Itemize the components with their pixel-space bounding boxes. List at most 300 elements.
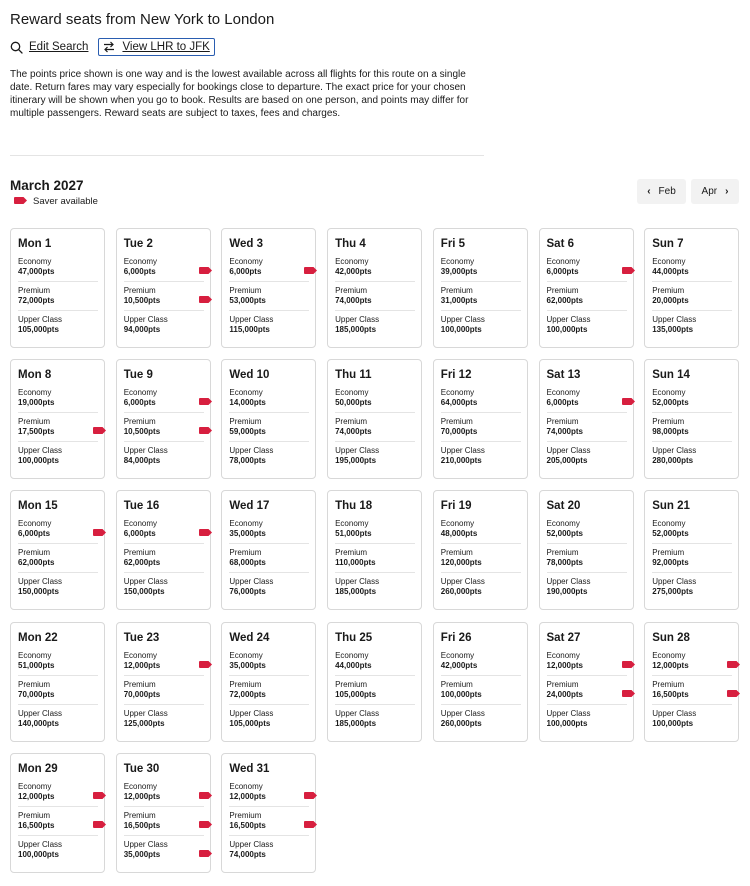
saver-tag-icon <box>199 290 212 308</box>
day-label: Thu 25 <box>335 631 373 644</box>
cabin-class-label: Economy <box>546 519 580 529</box>
fare-row <box>652 548 732 573</box>
fare-row <box>18 577 98 602</box>
saver-tag-icon <box>199 844 212 862</box>
day-label: Sat 20 <box>546 500 581 513</box>
saver-tag-icon <box>199 786 212 804</box>
cabin-class-label: Economy <box>229 781 263 791</box>
cabin-class-label: Upper Class <box>440 315 485 324</box>
cabin-class-label: Premium <box>18 286 51 295</box>
cabin-class-label: Premium <box>652 417 685 427</box>
fare-row <box>335 519 415 544</box>
points-price: 47,000pts <box>18 267 55 276</box>
fare-row <box>18 548 98 573</box>
saver-tag-icon <box>93 815 106 833</box>
cabin-class-label: Premium <box>335 286 368 295</box>
fare-row <box>441 315 521 340</box>
points-price: 100,000pts <box>440 325 482 334</box>
day-label: Fri 26 <box>440 631 472 644</box>
saver-tag-icon <box>727 684 740 702</box>
fare-row <box>335 417 415 442</box>
prev-month-button[interactable] <box>637 179 686 204</box>
fare-row <box>229 811 309 836</box>
points-price: 12,000pts <box>652 660 689 670</box>
fare-row <box>547 680 627 705</box>
fare-row <box>124 840 204 865</box>
day-label: Fri 5 <box>440 238 466 250</box>
points-price: 68,000pts <box>229 558 266 568</box>
fare-row <box>124 519 204 544</box>
points-price: 70,000pts <box>440 427 478 437</box>
fare-row <box>441 680 521 705</box>
cabin-class-label: Economy <box>440 257 475 266</box>
day-card[interactable] <box>10 359 105 479</box>
cabin-class-label: Economy <box>18 781 52 791</box>
points-price: 48,000pts <box>440 529 478 539</box>
cabin-class-label: Premium <box>18 810 51 820</box>
saver-legend <box>14 196 98 207</box>
day-card[interactable] <box>116 622 211 742</box>
cabin-class-label: Economy <box>652 650 686 660</box>
cabin-class-label: Premium <box>229 417 262 427</box>
cabin-class-label: Upper Class <box>546 315 591 324</box>
cabin-class-label: Economy <box>652 519 686 529</box>
next-month-label: Apr <box>701 186 718 197</box>
points-price: 20,000pts <box>652 296 689 305</box>
points-price: 74,000pts <box>229 849 266 859</box>
cabin-class-label: Upper Class <box>18 577 63 587</box>
points-price: 70,000pts <box>123 689 161 699</box>
day-card[interactable] <box>433 490 528 610</box>
cabin-class-label: Economy <box>335 650 369 660</box>
cabin-class-label: Economy <box>546 257 580 266</box>
points-price: 100,000pts <box>546 325 588 334</box>
points-price: 78,000pts <box>229 456 266 466</box>
cabin-class-label: Upper Class <box>440 708 485 718</box>
points-price: 14,000pts <box>229 398 266 408</box>
fare-row <box>18 286 98 311</box>
points-price: 140,000pts <box>18 718 59 728</box>
points-price: 105,000pts <box>229 718 271 728</box>
fare-row <box>229 446 309 471</box>
fare-row <box>229 782 309 807</box>
fare-row <box>18 840 98 865</box>
points-price: 24,000pts <box>546 689 583 699</box>
cabin-class-label: Upper Class <box>123 839 168 849</box>
day-label: Thu 4 <box>335 238 366 250</box>
day-card[interactable] <box>10 622 105 742</box>
points-price: 35,000pts <box>229 660 266 670</box>
fare-row <box>229 286 309 311</box>
cabin-class-label: Upper Class <box>546 708 591 718</box>
fare-row <box>547 519 627 544</box>
cabin-class-label: Economy <box>229 519 263 529</box>
day-card[interactable] <box>221 622 316 742</box>
fare-row <box>335 680 415 705</box>
fare-row <box>18 315 98 340</box>
fare-row <box>124 417 204 442</box>
fare-row <box>18 651 98 676</box>
cabin-class-label: Economy <box>652 257 686 266</box>
fare-row <box>547 388 627 413</box>
points-price: 6,000pts <box>229 267 262 276</box>
points-price: 16,500pts <box>18 820 55 830</box>
points-price: 12,000pts <box>123 791 161 801</box>
points-price: 275,000pts <box>652 587 694 597</box>
day-card[interactable] <box>539 622 634 742</box>
day-card[interactable] <box>644 359 739 479</box>
day-card[interactable] <box>221 490 316 610</box>
fare-row <box>335 651 415 676</box>
fare-row <box>441 577 521 602</box>
saver-tag-icon <box>622 655 635 673</box>
points-price: 42,000pts <box>335 267 372 276</box>
points-price: 12,000pts <box>123 660 161 670</box>
points-price: 190,000pts <box>546 587 588 597</box>
fare-row <box>652 446 732 471</box>
fare-row <box>229 680 309 705</box>
saver-tag-icon <box>622 684 635 702</box>
cabin-class-label: Upper Class <box>652 446 697 456</box>
cabin-class-label: Premium <box>440 548 473 558</box>
fare-row <box>441 548 521 573</box>
day-card[interactable] <box>644 490 739 610</box>
cabin-class-label: Premium <box>123 548 156 558</box>
day-card[interactable] <box>327 228 422 348</box>
fare-row <box>335 446 415 471</box>
points-price: 64,000pts <box>440 398 478 408</box>
points-price: 260,000pts <box>440 587 482 597</box>
points-price: 16,500pts <box>229 820 266 830</box>
day-card[interactable] <box>433 228 528 348</box>
cabin-class-label: Upper Class <box>229 315 274 324</box>
day-card[interactable] <box>116 228 211 348</box>
points-price: 92,000pts <box>652 558 689 568</box>
day-card[interactable] <box>327 490 422 610</box>
cabin-class-label: Upper Class <box>123 577 168 587</box>
cabin-class-label: Upper Class <box>440 446 485 456</box>
fare-row <box>124 709 204 734</box>
day-label: Tue 23 <box>123 631 160 644</box>
fare-row <box>229 548 309 573</box>
cabin-class-label: Upper Class <box>652 708 697 718</box>
fare-row <box>441 417 521 442</box>
day-card[interactable] <box>10 228 105 348</box>
cabin-class-label: Economy <box>123 650 158 660</box>
cabin-class-label: Premium <box>18 417 51 427</box>
points-price: 72,000pts <box>18 296 55 305</box>
fare-row <box>229 651 309 676</box>
points-price: 52,000pts <box>652 529 689 539</box>
day-label: Mon 15 <box>18 500 58 513</box>
day-label: Tue 16 <box>123 500 160 513</box>
points-price: 19,000pts <box>18 398 55 408</box>
day-card[interactable] <box>221 753 316 873</box>
cabin-class-label: Economy <box>440 650 475 660</box>
cabin-class-label: Upper Class <box>18 446 63 456</box>
day-card[interactable] <box>539 228 634 348</box>
points-price: 98,000pts <box>652 427 689 437</box>
cabin-class-label: Premium <box>123 417 156 427</box>
cabin-class-label: Economy <box>335 519 369 529</box>
saver-tag-icon <box>199 421 212 439</box>
day-card[interactable] <box>116 753 211 873</box>
edit-search-link[interactable] <box>10 41 88 54</box>
points-price: 12,000pts <box>229 791 266 801</box>
points-price: 6,000pts <box>18 529 51 539</box>
cabin-class-label: Upper Class <box>335 577 380 587</box>
day-label: Fri 19 <box>440 500 472 513</box>
cabin-class-label: Economy <box>123 519 158 529</box>
day-card[interactable] <box>327 359 422 479</box>
fare-row <box>652 315 732 340</box>
day-card[interactable] <box>539 359 634 479</box>
points-price: 185,000pts <box>335 718 377 728</box>
points-price: 150,000pts <box>123 587 165 597</box>
day-label: Thu 18 <box>335 500 373 513</box>
saver-tag-icon <box>199 815 212 833</box>
search-actions <box>10 38 215 56</box>
fare-row <box>441 446 521 471</box>
day-label: Sat 27 <box>546 631 581 644</box>
day-card[interactable] <box>116 359 211 479</box>
next-month-button[interactable] <box>691 179 739 204</box>
day-label: Wed 3 <box>229 238 264 250</box>
cabin-class-label: Upper Class <box>335 708 380 718</box>
points-price: 51,000pts <box>335 529 372 539</box>
cabin-class-label: Premium <box>440 679 473 689</box>
points-price: 105,000pts <box>335 689 377 699</box>
points-price: 100,000pts <box>546 718 588 728</box>
points-price: 94,000pts <box>123 325 161 334</box>
day-label: Sat 6 <box>546 238 574 250</box>
cabin-class-label: Upper Class <box>18 708 63 718</box>
saver-tag-icon <box>93 523 106 541</box>
points-price: 6,000pts <box>123 398 156 408</box>
fare-row <box>229 417 309 442</box>
fare-row <box>547 417 627 442</box>
saver-tag-icon <box>199 523 212 541</box>
points-disclaimer: The points price shown is one way and is the lowest available across all flights for this route on a single date. Return fares may vary especially for bookings close to departure. The exact price for your chosen itinerary will be shown when you go to book. Results are based on one person, and points may differ for multiple passengers. Reward seats are subject to taxes, fees and charges. <box>10 69 469 119</box>
points-price: 76,000pts <box>229 587 266 597</box>
day-card[interactable] <box>116 490 211 610</box>
cabin-class-label: Economy <box>335 257 369 266</box>
points-price: 260,000pts <box>440 718 482 728</box>
fare-row <box>652 651 732 676</box>
cabin-class-label: Premium <box>652 679 685 689</box>
day-label: Wed 10 <box>229 369 270 382</box>
points-price: 100,000pts <box>652 718 694 728</box>
points-price: 100,000pts <box>440 689 482 699</box>
fare-row <box>18 709 98 734</box>
cabin-class-label: Premium <box>335 417 368 427</box>
cabin-class-label: Economy <box>123 781 158 791</box>
day-label: Tue 30 <box>123 762 160 775</box>
fare-row <box>124 811 204 836</box>
day-card[interactable] <box>221 228 316 348</box>
cabin-class-label: Premium <box>123 286 156 295</box>
fare-row <box>335 257 415 282</box>
saver-tag-icon <box>199 392 212 410</box>
cabin-class-label: Premium <box>546 679 579 689</box>
points-price: 16,500pts <box>652 689 689 699</box>
points-price: 6,000pts <box>546 267 579 276</box>
cabin-class-label: Upper Class <box>123 315 168 324</box>
cabin-class-label: Upper Class <box>440 577 485 587</box>
day-label: Sun 21 <box>652 500 690 513</box>
day-card[interactable] <box>644 622 739 742</box>
cabin-class-label: Premium <box>440 286 473 295</box>
fare-row <box>547 286 627 311</box>
points-price: 12,000pts <box>18 791 55 801</box>
fare-row <box>652 417 732 442</box>
day-card[interactable] <box>221 359 316 479</box>
day-card[interactable] <box>539 490 634 610</box>
cabin-class-label: Premium <box>229 286 262 295</box>
cabin-class-label: Upper Class <box>18 315 63 324</box>
fare-row <box>441 709 521 734</box>
day-label: Thu 11 <box>335 369 372 382</box>
points-price: 185,000pts <box>335 587 377 597</box>
cabin-class-label: Upper Class <box>335 446 380 456</box>
cabin-class-label: Premium <box>229 548 262 558</box>
points-price: 6,000pts <box>123 529 156 539</box>
fare-row <box>652 286 732 311</box>
points-price: 6,000pts <box>546 398 579 408</box>
day-label: Sun 28 <box>652 631 690 644</box>
day-label: Sun 7 <box>652 238 684 250</box>
points-price: 62,000pts <box>123 558 161 568</box>
points-price: 125,000pts <box>123 718 165 728</box>
day-label: Sat 13 <box>546 369 581 382</box>
fare-row <box>18 782 98 807</box>
cabin-class-label: Economy <box>546 650 580 660</box>
fare-row <box>652 709 732 734</box>
cabin-class-label: Economy <box>546 388 580 398</box>
fare-row <box>335 315 415 340</box>
month-heading: March 2027 <box>10 178 84 193</box>
points-price: 100,000pts <box>18 849 59 859</box>
points-price: 10,500pts <box>123 427 161 437</box>
cabin-class-label: Upper Class <box>123 708 168 718</box>
fare-row <box>229 519 309 544</box>
cabin-class-label: Premium <box>335 548 368 558</box>
fare-row <box>124 548 204 573</box>
points-price: 44,000pts <box>335 660 372 670</box>
saver-tag-icon <box>93 786 106 804</box>
saver-legend-label: Saver available <box>33 196 98 207</box>
fare-row <box>124 446 204 471</box>
day-card[interactable] <box>644 228 739 348</box>
saver-tag-icon <box>304 815 317 833</box>
fare-row <box>229 388 309 413</box>
points-price: 59,000pts <box>229 427 266 437</box>
cabin-class-label: Economy <box>335 388 369 398</box>
fare-row <box>652 257 732 282</box>
cabin-class-label: Premium <box>123 679 156 689</box>
fare-row <box>547 709 627 734</box>
reverse-route-button[interactable] <box>98 38 214 56</box>
fare-row <box>124 651 204 676</box>
fare-row <box>547 548 627 573</box>
day-card[interactable] <box>433 359 528 479</box>
cabin-class-label: Economy <box>652 388 686 398</box>
fare-row <box>18 680 98 705</box>
points-price: 70,000pts <box>18 689 55 699</box>
cabin-class-label: Premium <box>440 417 473 427</box>
cabin-class-label: Premium <box>229 810 262 820</box>
saver-tag-icon <box>727 655 740 673</box>
fare-row <box>441 286 521 311</box>
day-label: Wed 31 <box>229 762 270 775</box>
day-card[interactable] <box>433 622 528 742</box>
reverse-route-label: View LHR to JFK <box>122 41 210 53</box>
fare-row <box>335 709 415 734</box>
saver-tag-icon <box>304 786 317 804</box>
cabin-class-label: Upper Class <box>18 839 63 849</box>
cabin-class-label: Economy <box>18 650 52 660</box>
day-label: Tue 2 <box>123 238 153 250</box>
fare-row <box>18 417 98 442</box>
fare-row <box>547 257 627 282</box>
cabin-class-label: Economy <box>18 519 52 529</box>
points-price: 120,000pts <box>440 558 482 568</box>
cabin-class-label: Economy <box>123 388 158 398</box>
points-price: 10,500pts <box>123 296 161 305</box>
cabin-class-label: Economy <box>229 650 263 660</box>
fare-row <box>124 257 204 282</box>
points-price: 17,500pts <box>18 427 55 437</box>
search-icon <box>10 41 23 54</box>
day-label: Mon 8 <box>18 369 52 382</box>
fare-row <box>652 519 732 544</box>
cabin-class-label: Upper Class <box>229 446 274 456</box>
points-price: 150,000pts <box>18 587 59 597</box>
day-card[interactable] <box>10 490 105 610</box>
cabin-class-label: Economy <box>440 388 475 398</box>
points-price: 42,000pts <box>440 660 478 670</box>
points-price: 100,000pts <box>18 456 59 466</box>
fare-row <box>652 388 732 413</box>
cabin-class-label: Economy <box>440 519 475 529</box>
cabin-class-label: Premium <box>18 679 51 689</box>
fare-row <box>124 315 204 340</box>
cabin-class-label: Economy <box>229 388 263 398</box>
fare-row <box>652 680 732 705</box>
fare-row <box>229 709 309 734</box>
cabin-class-label: Premium <box>652 286 685 295</box>
points-price: 6,000pts <box>123 267 156 276</box>
cabin-class-label: Upper Class <box>229 839 274 849</box>
points-price: 12,000pts <box>546 660 583 670</box>
cabin-class-label: Upper Class <box>546 577 591 587</box>
points-price: 115,000pts <box>229 325 270 334</box>
points-price: 39,000pts <box>440 267 478 276</box>
saver-tag-icon <box>93 421 106 439</box>
day-label: Mon 22 <box>18 631 58 644</box>
points-price: 62,000pts <box>18 558 55 568</box>
cabin-class-label: Premium <box>18 548 51 558</box>
saver-tag-icon <box>14 196 27 207</box>
fare-row <box>124 680 204 705</box>
day-card[interactable] <box>10 753 105 873</box>
cabin-class-label: Upper Class <box>123 446 168 456</box>
points-price: 72,000pts <box>229 689 266 699</box>
fare-row <box>547 315 627 340</box>
fare-row <box>335 388 415 413</box>
points-price: 195,000pts <box>335 456 377 466</box>
day-card[interactable] <box>327 622 422 742</box>
